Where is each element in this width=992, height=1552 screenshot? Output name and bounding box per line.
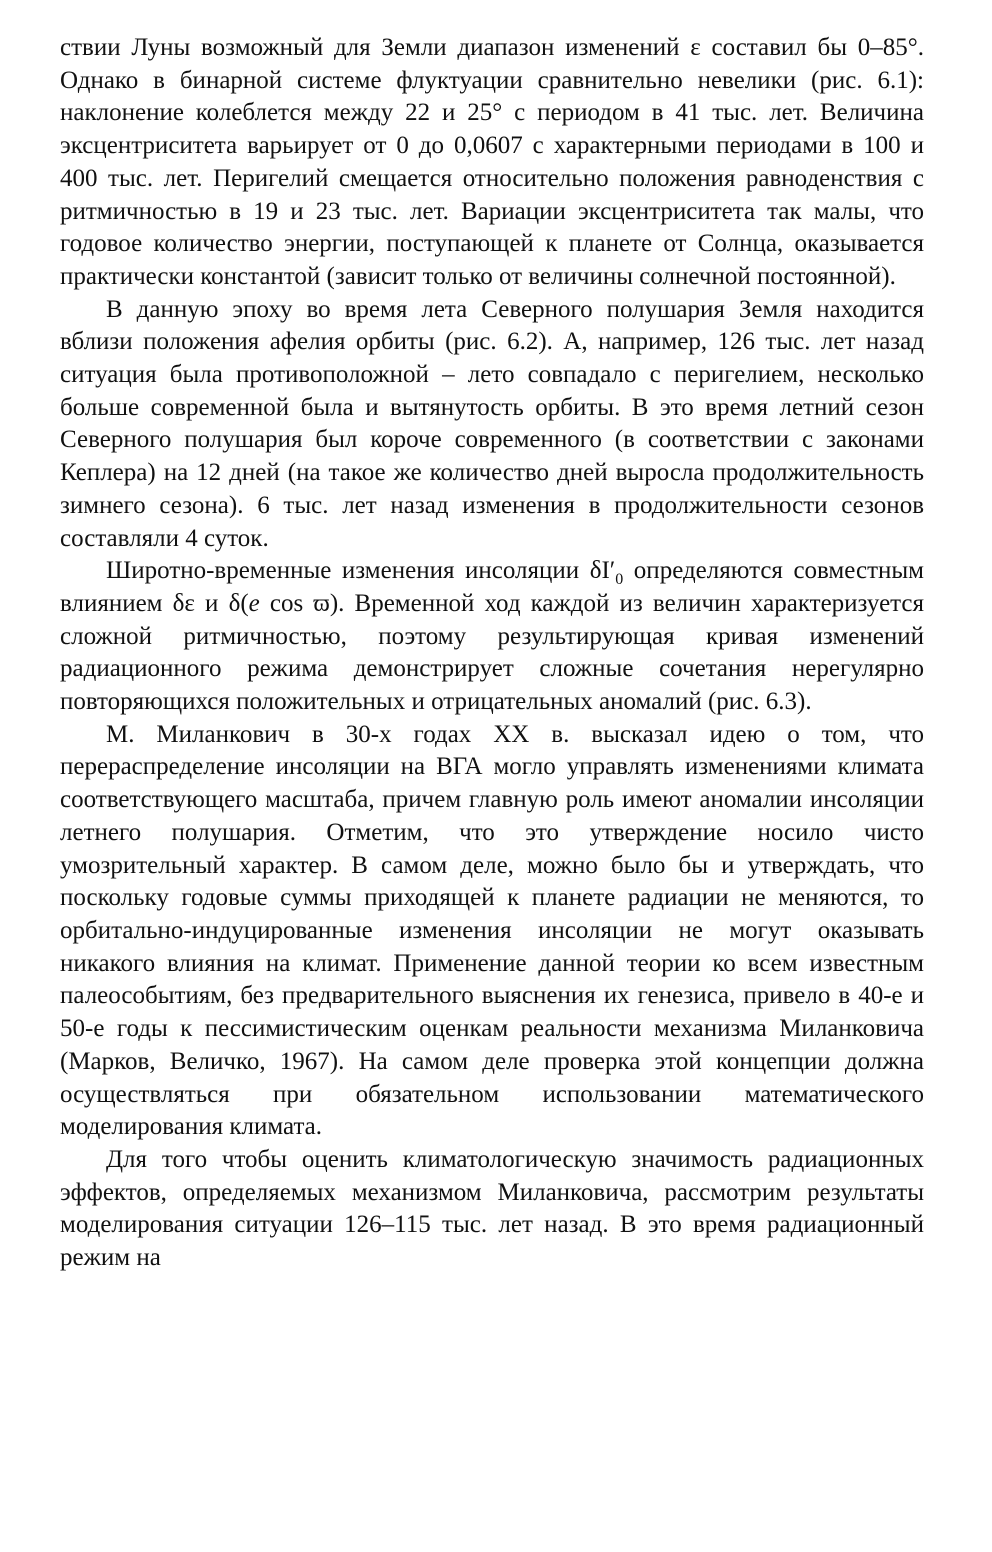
paragraph-text-middle: определяются совместным влиянием [60, 557, 924, 617]
paragraph-text: Для того чтобы оценить климатологическую значимость радиационных эффектов, определяемых механизмом Миланковича, рассмотрим результаты моделирования ситуации 126–115 тыс. лет назад. В это время радиационный режим на [60, 1145, 924, 1272]
paragraph-text-and: и [194, 589, 229, 617]
paragraph-text: М. Миланкович в 30-х годах XX в. высказал идею о том, что перераспределение инсоляции на ВГА могло управлять изменениями климата соответствующего масштаба, причем главную роль имеют аномалии инсоляции летнего полушария. Отметим, что это утверждение носило чисто умозрительный характер. В самом деле, можно было бы и утверждать, что поскольку годовые суммы приходящей к планете радиации не меняются, то орбитально-индуцированные изменения инсоляции не могут оказывать никакого влияния на климат. Применение данной теории ко всем известным палеособытиям, без предварительного выяснения их генезиса, привело в 40-е и 50-е годы к пессимистическим оценкам реальности механизма Миланковича (Марков, Величко, 1967). На самом деле проверка этой концепции должна осуществляться при обязательном использовании математического моделирования климата. [60, 720, 924, 1141]
eccentricity-variable: e [248, 589, 260, 617]
insolation-symbol [589, 557, 624, 589]
paragraph-text-after: . Временной ход каждой из величин характеризуется сложной ритмичностью, поэтому результирующая кривая изменений радиационного режима демонстрирует сложные сочетания нерегулярно повторяющихся положительных и отрицательных аномалий (рис. 6.3). [60, 589, 924, 716]
precession-index-symbol [229, 590, 339, 617]
paragraph-orbital-variations [60, 32, 924, 294]
paragraph-insolation-changes [60, 555, 924, 719]
page-text-block [60, 32, 924, 1275]
precession-suffix: cos ϖ) [259, 589, 339, 617]
obliquity-delta-symbol: δε [172, 589, 195, 617]
paragraph-milankovitch-idea [60, 719, 924, 1144]
paragraph-aphelion-perihelion [60, 294, 924, 556]
insolation-symbol-subscript: 0 [615, 571, 624, 589]
paragraph-text: ствии Луны возможный для Земли диапазон изменений ε составил бы 0–85°. Однако в бинарной системе флуктуации сравнительно невелики (рис. 6.1): наклонение колеблется между 22 и 25° с периодом в 41 тыс. лет. Величина эксцентриситета варьирует от 0 до 0,0607 с характерными периодами в 100 и 400 тыс. лет. Перигелий смещается относительно положения равноденствия с ритмичностью в 19 и 23 тыс. лет. Вариации эксцентриситета так малы, что годовое количество энергии, поступающей к планете от Солнца, оказывается практически константой (зависит только от величины солнечной постоянной). [60, 34, 924, 290]
insolation-symbol-main: δI′ [589, 557, 616, 585]
paragraph-modeling-results [60, 1144, 924, 1275]
precession-prefix: δ( [228, 589, 249, 617]
paragraph-text-before: Широтно-временные изменения инсоляции [106, 557, 590, 585]
paragraph-text: В данную эпоху во время лета Северного полушария Земля находится вблизи положения афелия орбиты (рис. 6.2). А, например, 126 тыс. лет назад ситуация была противоположной – лето совпадало с перигелием, несколько больше современной была и вытянутость орбиты. В это время летний сезон Северного полушария был короче современного (в соответствии с законами Кеплера) на 12 дней (на такое же количество дней выросла продолжительность зимнего сезона). 6 тыс. лет назад изменения в продолжительности сезонов составляли 4 суток. [60, 295, 924, 552]
